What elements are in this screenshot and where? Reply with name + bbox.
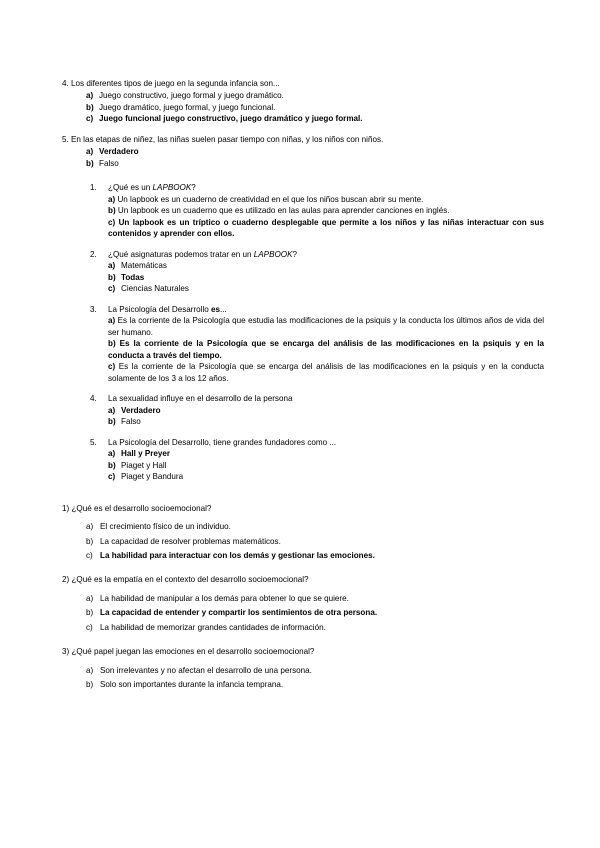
option-text: Hall y Preyer — [121, 449, 171, 459]
question-text: Los diferentes tipos de juego en la segunda infancia son... — [71, 79, 280, 88]
option-text: Piaget y Bandura — [121, 472, 184, 482]
spacer — [62, 492, 544, 503]
option-item[interactable] — [86, 536, 544, 547]
option-label: b) — [86, 680, 94, 690]
option-text: Juego constructivo, juego formal y juego dramático. — [99, 91, 284, 101]
option-list — [90, 194, 544, 240]
question-block — [62, 503, 544, 562]
option-text: Es la corriente de la Psicología que se encarga del análisis de las modificaciones en la psiquis y en la conducta a través del tiempo. — [108, 339, 545, 360]
spacer — [62, 637, 544, 646]
option-text: Un lapbook es un tríptico o cuaderno desplegable que permite a los niños y las niñas interactuar con sus contenidos y aprender con ellos. — [108, 217, 544, 239]
option-label: c) — [108, 217, 116, 227]
section-c — [62, 503, 544, 691]
option-item[interactable] — [86, 90, 544, 101]
question-block — [62, 78, 544, 125]
option-item[interactable] — [86, 550, 544, 561]
option-item[interactable] — [108, 272, 544, 283]
option-text: Verdadero — [99, 147, 139, 157]
question-number: 2) — [62, 575, 70, 585]
option-text: El crecimiento físico de un individuo. — [100, 522, 231, 532]
option-label: a) — [86, 91, 94, 101]
option-label: a) — [108, 316, 116, 326]
question-number: 2. — [90, 249, 97, 259]
document-body — [62, 78, 544, 691]
option-text: Verdadero — [121, 405, 161, 415]
option-item[interactable] — [108, 416, 544, 427]
option-text: Es la corriente de la Psicología que estudia las modificaciones de la psiquis y la conducta los últimos años de vida del ser humano. — [108, 316, 544, 337]
question-text: En las etapas de niñez, las niñas suelen pasar tiempo con niñas, y los niños con niños. — [71, 134, 384, 144]
option-text: Falso — [99, 158, 119, 168]
option-label: b) — [108, 460, 116, 470]
option-text: La habilidad para interactuar con los demás y gestionar las emociones. — [100, 550, 375, 560]
question-line — [62, 574, 544, 585]
question-text-pre: ¿Qué asignaturas podemos tratar en un — [108, 249, 254, 259]
question-number: 1. — [90, 183, 97, 193]
question-line — [90, 437, 544, 448]
question-block — [90, 393, 544, 427]
option-item[interactable] — [86, 521, 544, 532]
question-line — [90, 249, 544, 260]
option-item[interactable] — [108, 205, 544, 216]
option-item[interactable] — [108, 260, 544, 271]
question-text — [108, 304, 544, 315]
question-block — [62, 574, 544, 633]
question-number: 1) — [62, 503, 70, 513]
question-block — [90, 304, 544, 384]
question-number: 4. — [62, 79, 69, 88]
option-text: La capacidad de resolver problemas matemáticos. — [100, 536, 281, 546]
option-label: a) — [108, 449, 116, 459]
option-label: a) — [86, 665, 94, 675]
option-item[interactable] — [108, 194, 544, 205]
question-line — [90, 393, 544, 404]
question-text — [108, 182, 544, 193]
option-label: a) — [108, 261, 116, 271]
question-text-post: ? — [191, 183, 196, 193]
question-text: ¿Qué es el desarrollo socioemocional? — [71, 503, 212, 513]
option-label: b) — [108, 339, 116, 349]
question-line — [90, 304, 544, 315]
option-label: c) — [86, 622, 93, 632]
option-label: b) — [108, 206, 116, 216]
option-label: c) — [108, 284, 116, 294]
spacer — [62, 171, 544, 182]
option-item[interactable] — [86, 622, 544, 633]
question-number: 4. — [90, 394, 97, 404]
option-text: Un lapbook es un cuaderno que es utilizado en las aulas para aprender canciones en inglés. — [117, 206, 450, 216]
question-text: ¿Qué papel juegan las emociones en el desarrollo socioemocional? — [71, 647, 315, 657]
option-list — [62, 90, 544, 124]
question-text: ¿Qué es la empatía en el contexto del desarrollo socioemocional? — [71, 575, 309, 585]
section-b — [62, 182, 544, 482]
question-number: 3. — [90, 304, 97, 314]
option-label: a) — [86, 522, 94, 532]
question-block — [62, 134, 544, 169]
option-text: Falso — [121, 417, 141, 427]
option-item[interactable] — [108, 448, 544, 459]
question-text-italic: LAPBOOK — [152, 183, 192, 193]
option-label: b) — [86, 608, 94, 618]
question-line — [62, 646, 544, 657]
option-list — [90, 315, 544, 384]
option-list — [62, 521, 544, 561]
option-item[interactable] — [108, 217, 544, 240]
option-item[interactable] — [108, 338, 544, 361]
option-text: Piaget y Hall — [121, 460, 167, 470]
spacer — [62, 125, 544, 134]
option-item[interactable] — [108, 405, 544, 416]
option-item[interactable] — [86, 665, 544, 676]
option-list — [90, 405, 544, 428]
option-list — [90, 260, 544, 294]
question-block — [62, 646, 544, 690]
option-label: b) — [86, 102, 94, 112]
question-block — [90, 182, 544, 239]
question-line — [62, 134, 544, 145]
option-label: b) — [86, 158, 94, 168]
question-block — [90, 249, 544, 295]
option-text: Un lapbook es un cuaderno de creatividad en el que los niños buscan abrir su mente. — [117, 194, 424, 204]
question-text-bold: es — [211, 304, 221, 314]
option-label: b) — [86, 536, 94, 546]
option-label: a) — [86, 593, 94, 603]
question-text-post: ... — [220, 304, 227, 314]
option-item[interactable] — [108, 283, 544, 294]
option-item[interactable] — [86, 679, 544, 690]
option-item[interactable] — [108, 460, 544, 471]
question-line — [90, 182, 544, 193]
option-item[interactable] — [86, 607, 544, 618]
option-text: Juego funcional juego constructivo, juego dramático y juego formal. — [99, 114, 363, 124]
option-item[interactable] — [86, 158, 544, 169]
option-text: Solo son importantes durante la infancia temprana. — [100, 680, 284, 690]
option-label: c) — [86, 550, 93, 560]
question-text-pre: La Psicología del Desarrollo — [108, 304, 212, 314]
question-text: La Psicología del Desarrollo, tiene grandes fundadores como ... — [108, 437, 337, 447]
option-label: b) — [108, 272, 116, 282]
option-text: Ciencias Naturales — [121, 284, 189, 294]
option-label: a) — [108, 194, 116, 204]
question-text-post: ? — [292, 249, 297, 259]
question-line — [62, 78, 544, 89]
option-text: Son irrelevantes y no afectan el desarrollo de una persona. — [100, 665, 312, 675]
option-item[interactable] — [108, 471, 544, 482]
question-text — [108, 249, 544, 260]
question-line — [62, 503, 544, 514]
option-text: Juego dramático, juego formal, y juego funcional. — [99, 102, 276, 112]
option-label: a) — [86, 147, 94, 157]
option-item[interactable] — [108, 315, 544, 338]
option-text: Todas — [121, 272, 145, 282]
option-label: c) — [108, 472, 116, 482]
option-text: La habilidad de memorizar grandes cantidades de información. — [100, 622, 326, 632]
option-list — [90, 448, 544, 482]
question-number: 5. — [90, 437, 97, 447]
option-text: La habilidad de manipular a los demás para obtener lo que se quiere. — [100, 593, 349, 603]
option-label: c) — [86, 114, 94, 124]
question-number: 3) — [62, 647, 70, 657]
question-number: 5. — [62, 134, 69, 144]
question-block — [90, 437, 544, 483]
option-item[interactable] — [86, 146, 544, 157]
option-label: c) — [108, 362, 116, 372]
option-item[interactable] — [86, 113, 544, 124]
option-item[interactable] — [108, 361, 544, 384]
option-item[interactable] — [86, 102, 544, 113]
option-text: Es la corriente de la Psicología que se encarga del análisis de las modificaciones en la psiquis y en la conducta solamente de los 3 a los 12 años. — [108, 362, 545, 383]
section-a — [62, 78, 544, 169]
question-text: La sexualidad influye en el desarrollo de la persona — [108, 394, 293, 404]
option-text: La capacidad de entender y compartir los sentimientos de otra persona. — [100, 608, 378, 618]
question-text-pre: ¿Qué es un — [108, 183, 153, 193]
question-text-italic: LAPBOOK — [253, 249, 293, 259]
spacer — [62, 565, 544, 574]
option-list — [62, 146, 544, 169]
option-list — [62, 665, 544, 691]
option-label: b) — [108, 417, 116, 427]
option-list — [62, 593, 544, 633]
option-item[interactable] — [86, 593, 544, 604]
option-text: Matemáticas — [121, 261, 167, 271]
option-label: a) — [108, 405, 116, 415]
